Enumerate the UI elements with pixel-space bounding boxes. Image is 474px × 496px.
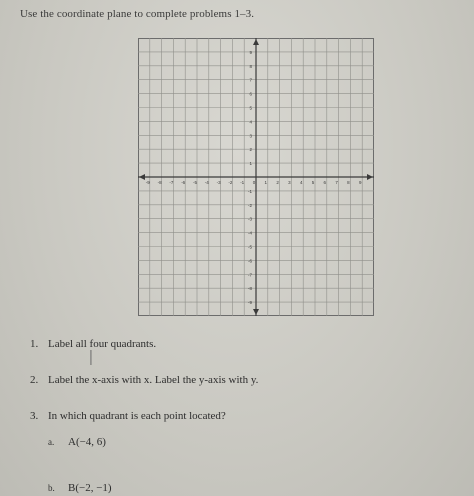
x-tick-label: -5 [192,180,198,185]
x-tick-label: 5 [311,180,315,185]
y-tick-label: 1 [249,161,252,167]
x-tick-label: 6 [323,180,327,185]
x-tick-label: 9 [358,180,362,185]
x-tick-label: -6 [181,180,186,185]
x-tick-label: -7 [169,180,174,185]
y-tick-label: -4 [247,230,252,236]
x-tick-label: 4 [299,180,303,185]
x-tick-label: -8 [157,180,162,185]
part-text: A(−4, 6) [68,436,106,448]
x-tick-label: 7 [335,180,338,185]
y-tick-label: -6 [247,258,252,264]
y-tick-label: 9 [249,49,252,55]
coordinate-plane [138,38,374,316]
x-tick-label: -1 [240,180,245,185]
instructions-text: Use the coordinate plane to complete problems 1–3. [20,8,255,20]
part-label: a. [48,437,55,447]
question-3 [30,410,226,422]
part-a [48,436,106,448]
x-tick-label: -3 [216,180,221,185]
y-axis-arrow-up [253,39,259,45]
x-tick-label: 3 [288,180,291,185]
x-axis-arrow-left [139,174,145,180]
question-2 [30,374,258,386]
y-tick-label: 4 [249,119,252,125]
y-tick-label: 8 [249,63,252,69]
question-text: Label the x-axis with x. Label the y-axis with y. [48,374,259,386]
y-tick-label: -5 [247,244,252,250]
y-tick-label: -9 [247,300,252,306]
y-tick-label: 7 [249,77,252,83]
y-tick-label: -7 [247,272,252,278]
y-tick-label: 5 [249,105,252,111]
handwritten-answer: I [88,346,94,370]
y-tick-label: -1 [247,188,252,194]
x-axis-arrow-right [367,174,373,180]
part-b [48,482,112,494]
y-tick-label: -8 [247,286,252,292]
x-tick-label: 8 [347,180,350,185]
y-tick-label: -2 [247,202,252,208]
part-label: b. [48,483,55,493]
question-number: 3. [30,410,39,422]
x-tick-label: -4 [204,180,209,185]
question-number: 1. [30,338,39,350]
y-tick-label: 3 [249,133,252,139]
y-tick-label: 6 [249,91,252,97]
x-tick-label: 2 [276,180,279,185]
y-tick-label: -3 [247,216,252,222]
x-tick-label: -9 [145,180,150,185]
question-number: 2. [30,374,39,386]
x-tick-label: -2 [228,180,233,185]
x-tick-label: 0 [252,180,256,185]
x-tick-label: 1 [264,180,268,185]
part-text: B(−2, −1) [68,482,112,494]
y-axis-arrow-down [253,309,259,315]
question-text: Label all four quadrants. [48,338,157,350]
question-text: In which quadrant is each point located? [48,410,226,422]
y-tick-label: 2 [249,147,252,153]
